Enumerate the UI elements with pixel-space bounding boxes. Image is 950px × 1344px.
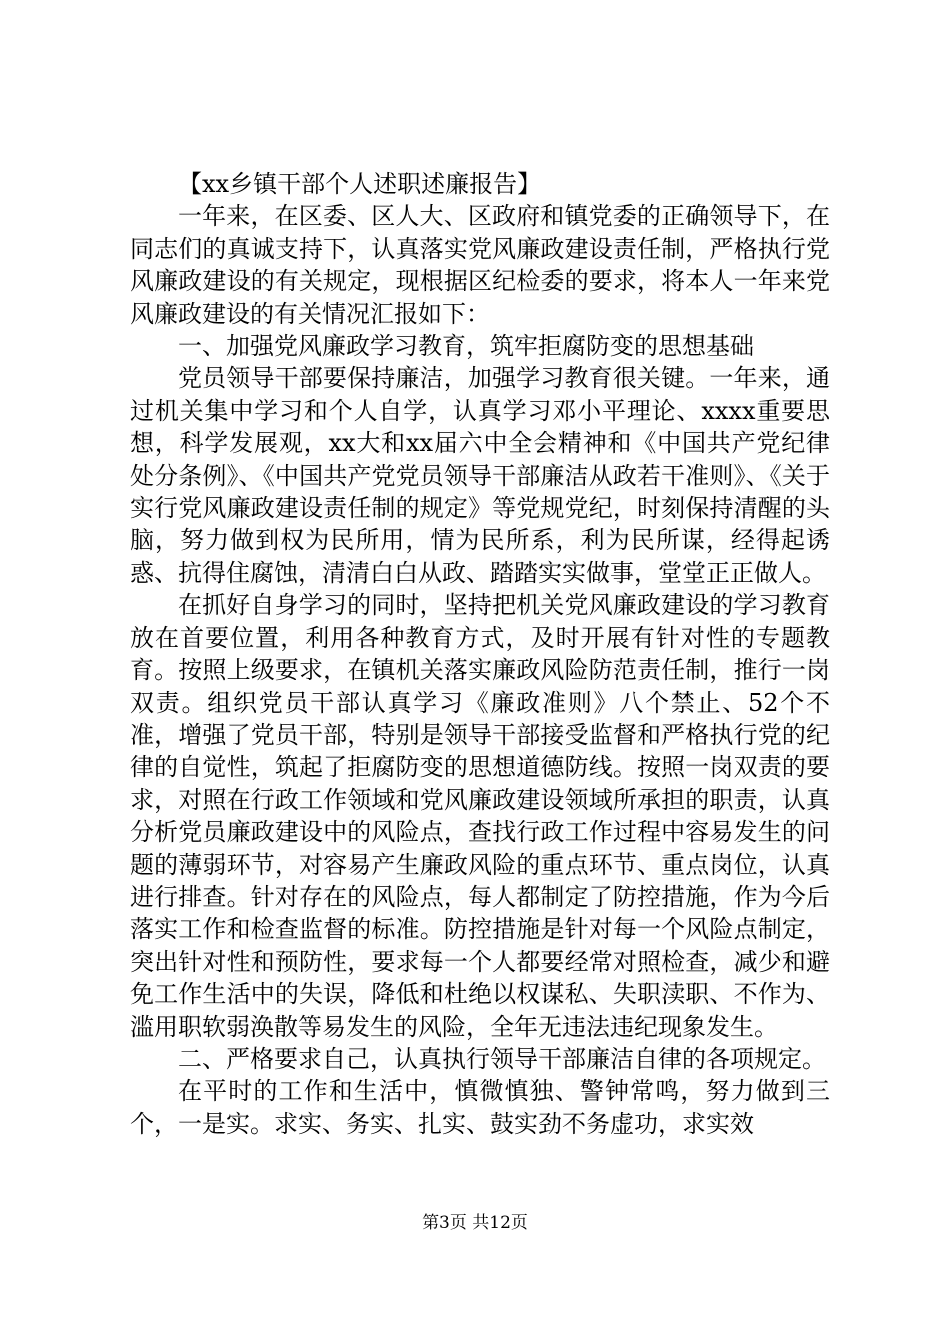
section-heading-2: 二、严格要求自己，认真执行领导干部廉洁自律的各项规定。	[178, 1044, 826, 1073]
page-footer	[0, 1212, 950, 1234]
paragraph-intro: 一年来，在区委、区人大、区政府和镇党委的正确领导下，在同志们的真诚支持下，认真落实党风廉政建设责任制，严格执行党风廉政建设的有关规定，现根据区纪检委的要求，将本人一年来党风廉政建设的有关情况汇报如下：	[130, 202, 830, 328]
document-title: 【xx乡镇干部个人述职述廉报告】	[178, 170, 542, 198]
section-heading-1: 一、加强党风廉政学习教育，筑牢拒腐防变的思想基础	[178, 332, 754, 361]
document-body	[130, 168, 830, 1140]
paragraph-self-discipline: 在平时的工作和生活中，慎微慎独、警钟常鸣，努力做到三个，一是实。求实、务实、扎实、鼓实劲不务虚功，求实效	[130, 1077, 830, 1138]
page-indicator: 第3页 共12页	[422, 1213, 528, 1233]
paragraph-education: 在抓好自身学习的同时，坚持把机关党风廉政建设的学习教育放在首要位置，利用各种教育方式，及时开展有针对性的专题教育。按照上级要求，在镇机关落实廉政风险防范责任制，推行一岗双责。组织党员干部认真学习《廉政准则》八个禁止、52个不准，增强了党员干部，特别是领导干部接受监督和严格执行党的纪律的自觉性，筑起了拒腐防变的思想道德防线。按照一岗双责的要求，对照在行政工作领域和党风廉政建设领域所承担的职责，认真分析党员廉政建设中的风险点，查找行政工作过程中容易发生的问题的薄弱环节，对容易产生廉政风险的重点环节、重点岗位，认真进行排查。针对存在的风险点，每人都制定了防控措施，作为今后落实工作和检查监督的标准。防控措施是针对每一个风险点制定，突出针对性和预防性，要求每一个人都要经常对照检查，减少和避免工作生活中的失误，降低和杜绝以权谋私、失职渎职、不作为、滥用职软弱涣散等易发生的风险，全年无违法违纪现象发生。	[130, 591, 830, 1041]
paragraph-study: 党员领导干部要保持廉洁，加强学习教育很关键。一年来，通过机关集中学习和个人自学，认真学习邓小平理论、xxxx重要思想，科学发展观，xx大和xx届六中全会精神和《中国共产党纪律处分条例》、《中国共产党党员领导干部廉洁从政若干准则》、《关于实行党风廉政建设责任制的规定》等党规党纪，时刻保持清醒的头脑，努力做到权为民所用，情为民所系，利为民所谋，经得起诱惑、抗得住腐蚀，清清白白从政、踏踏实实做事，堂堂正正做人。	[130, 364, 830, 587]
